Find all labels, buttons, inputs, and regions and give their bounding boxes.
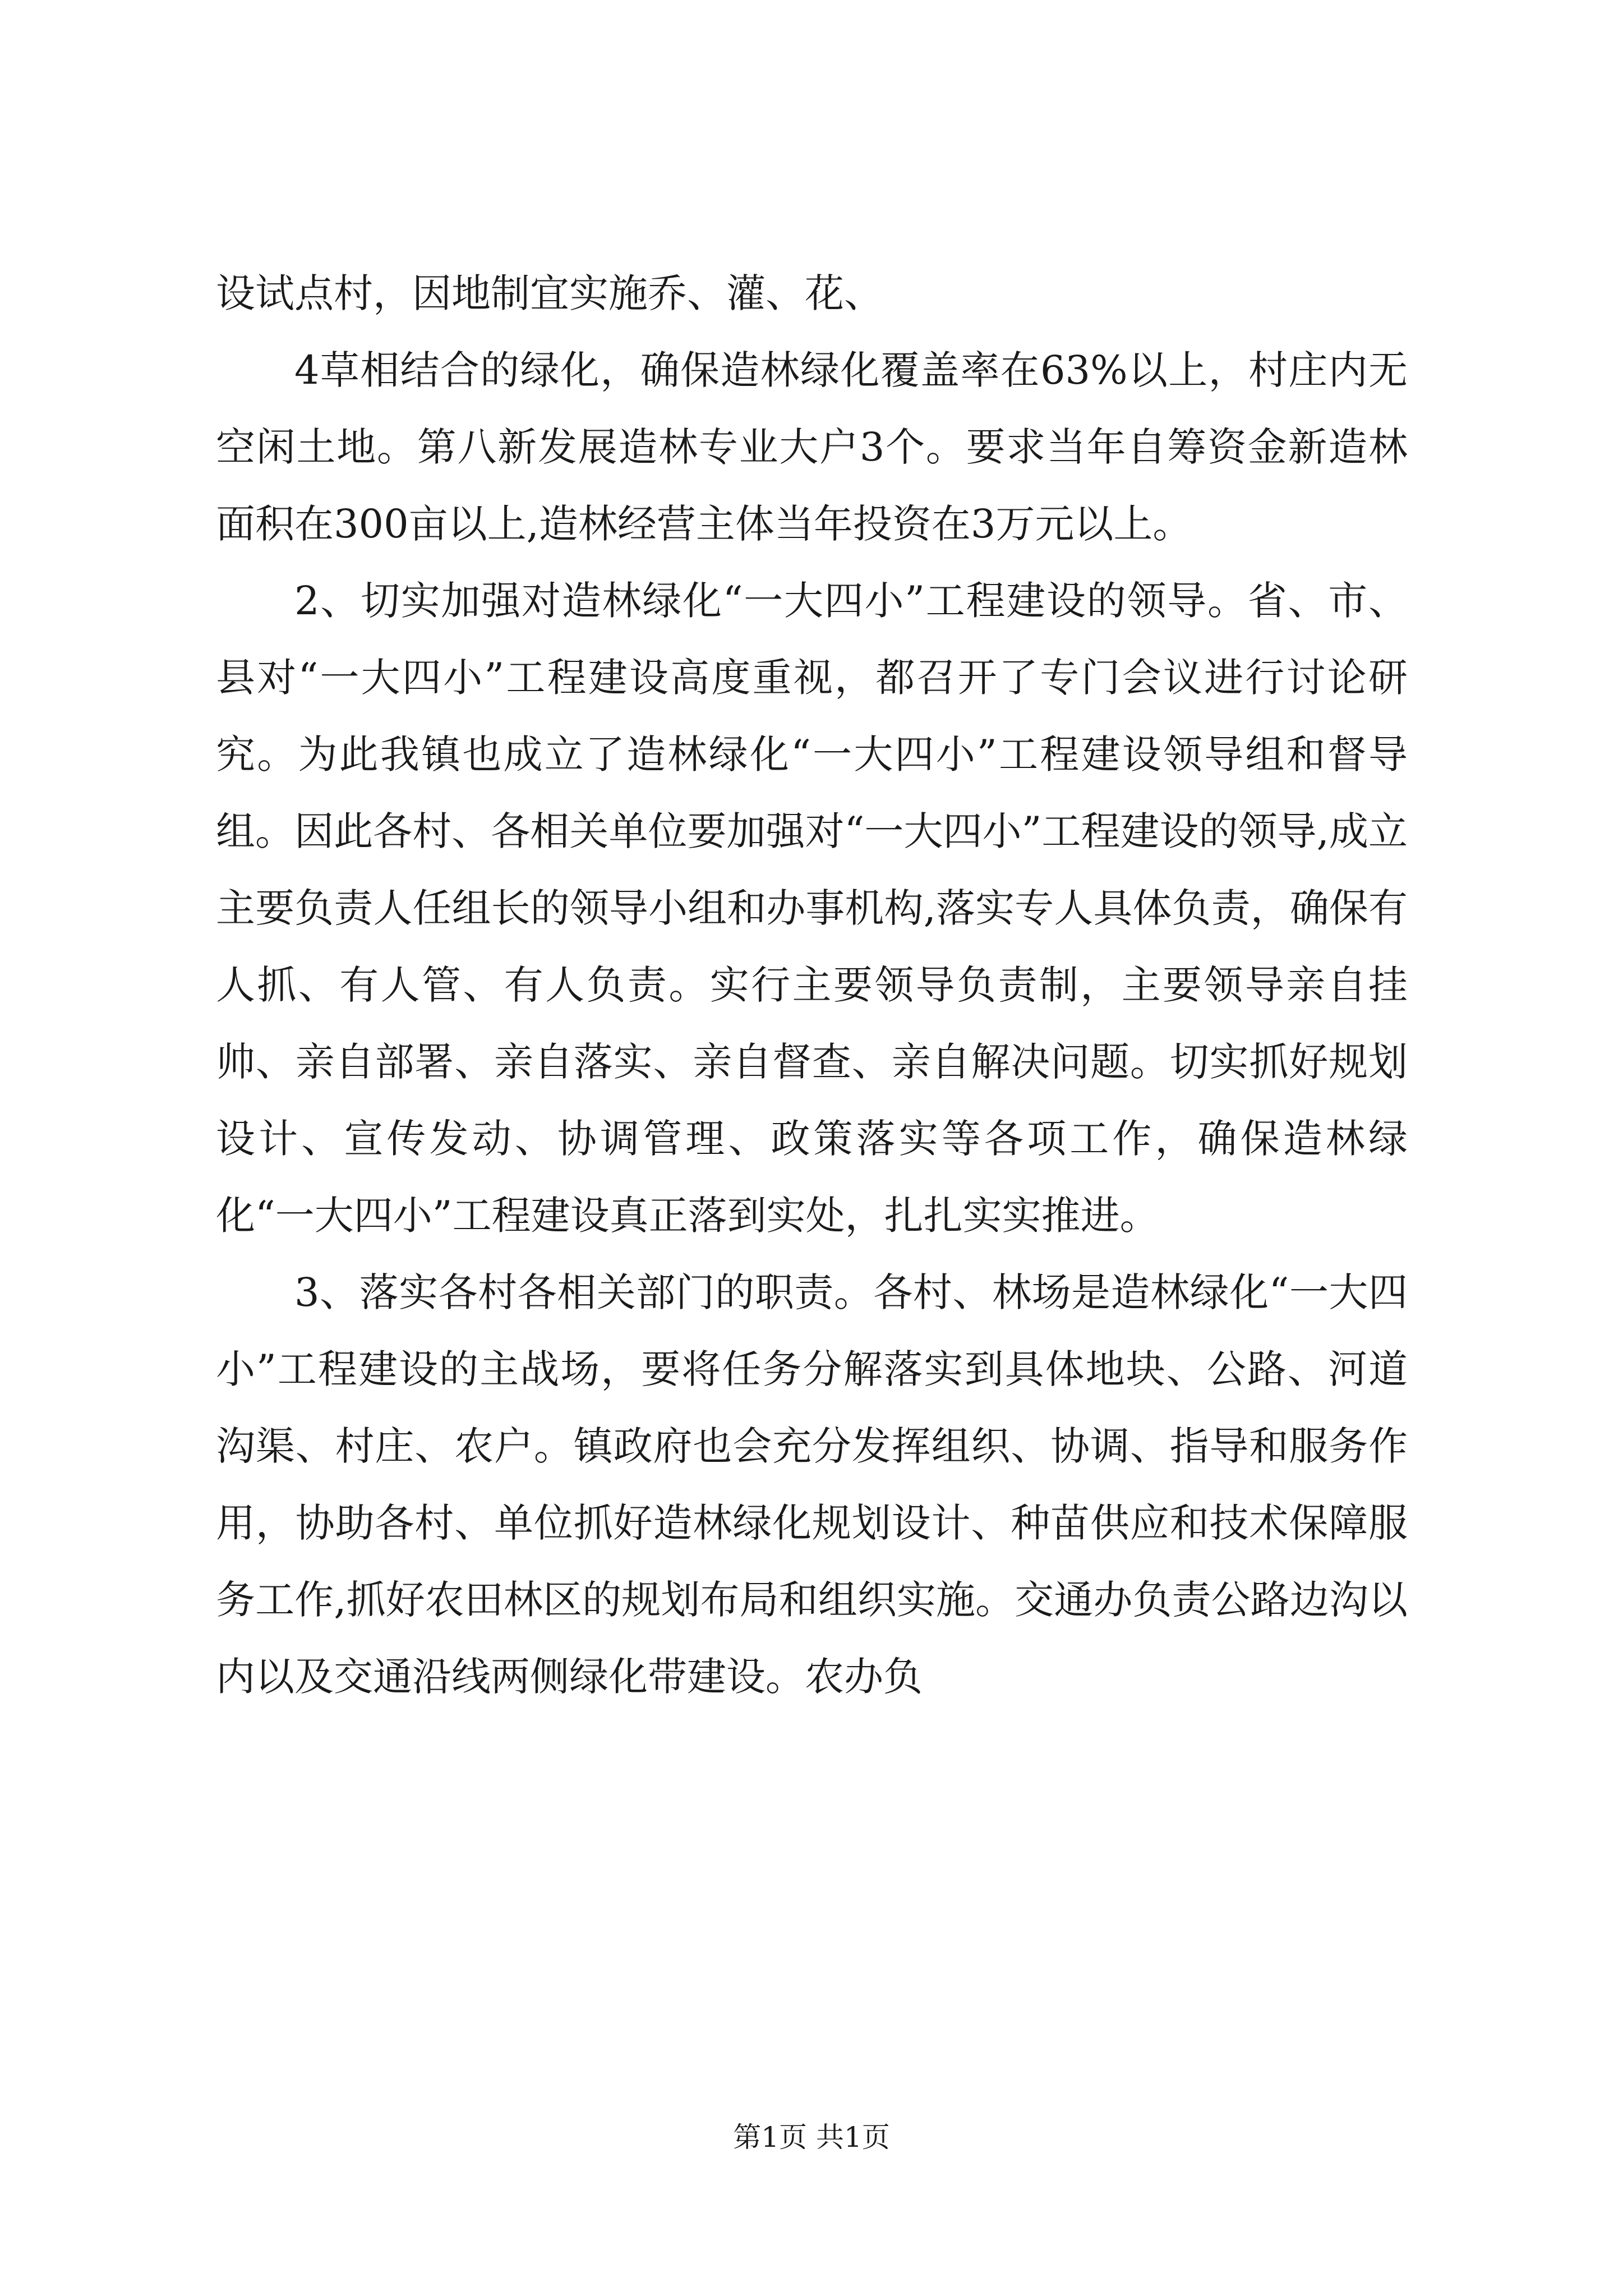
page-footer: 第1页 共1页 — [733, 2121, 890, 2154]
paragraph-3: 2、切实加强对造林绿化“一大四小”工程建设的领导。省、市、县对“一大四小”工程建设高度重视，都召开了专门会议进行讨论研究。为此我镇也成立了造林绿化“一大四小”工程建设领导组和督导组。因此各村、各相关单位要加强对“一大四小”工程建设的领导,成立主要负责人任组长的领导小组和办事机构,落实专人具体负责，确保有人抓、有人管、有人负责。实行主要领导负责制，主要领导亲自挂帅、亲自部署、亲自落实、亲自督查、亲自解决问题。切实抓好规划设计、宣传发动、协调管理、政策落实等各项工作，确保造林绿化“一大四小”工程建设真正落到实处，扎扎实实推进。 — [216, 578, 1408, 1239]
paragraph-1: 设试点村，因地制宜实施乔、灌、花、 — [216, 270, 883, 316]
paragraph-2: 4草相结合的绿化，确保造林绿化覆盖率在63%以上，村庄内无空闲土地。第八新发展造林专业大户3个。要求当年自筹资金新造林面积在300亩以上,造林经营主体当年投资在3万元以上。 — [216, 347, 1408, 547]
document-body — [216, 255, 1408, 1715]
paragraph-4: 3、落实各村各相关部门的职责。各村、林场是造林绿化“一大四小”工程建设的主战场，要将任务分解落实到具体地块、公路、河道沟渠、村庄、农户。镇政府也会充分发挥组织、协调、指导和服务作用，协助各村、单位抓好造林绿化规划设计、种苗供应和技术保障服务工作,抓好农田林区的规划布局和组织实施。交通办负责公路边沟以内以及交通沿线两侧绿化带建设。农办负 — [216, 1269, 1408, 1700]
